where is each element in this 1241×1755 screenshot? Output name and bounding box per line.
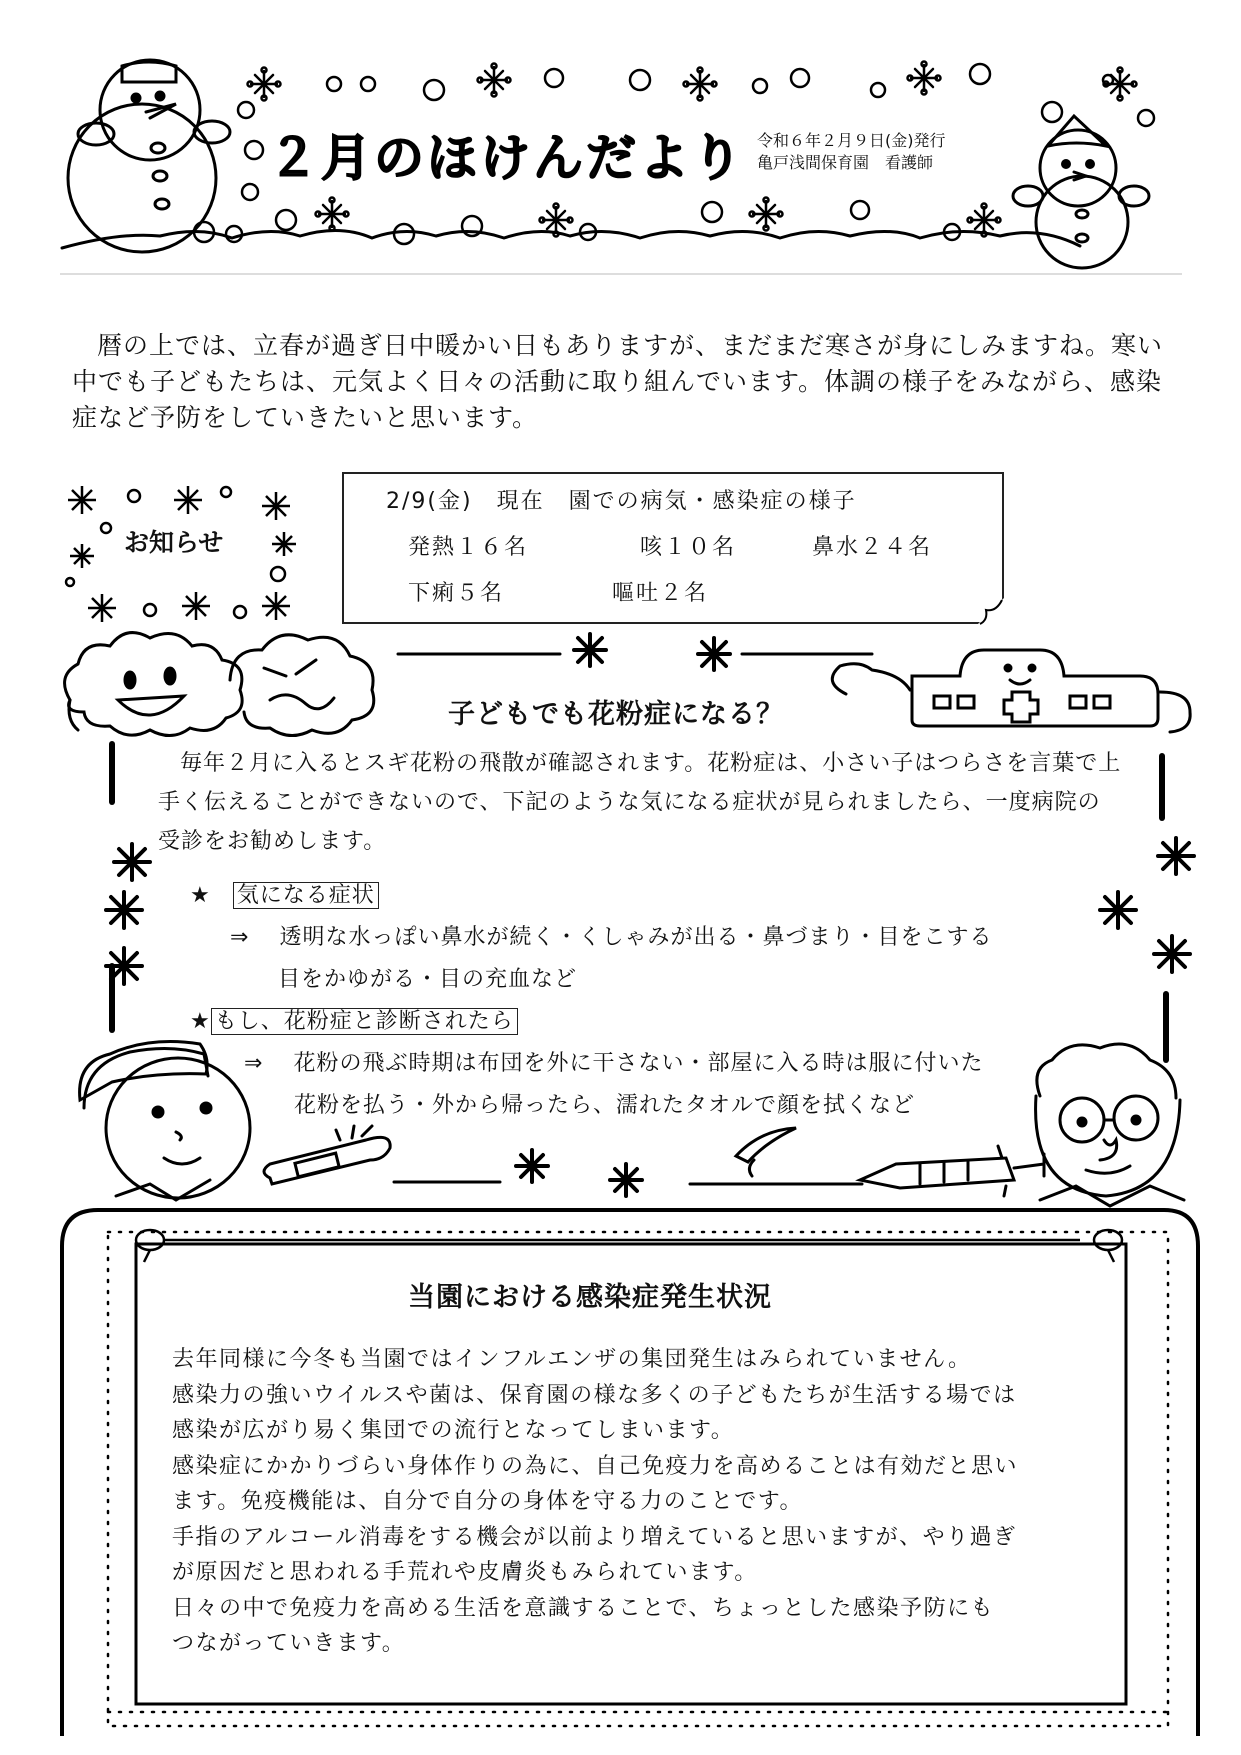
arrow-icon: ⇒ — [230, 925, 250, 950]
star-icon: ★ — [190, 1009, 211, 1034]
infection-line: 感染症にかかりづらい身体作りの為に、自己免疫力を高めることは有効だと思い — [172, 1453, 1019, 1479]
case-fever: 発熱１６名 — [408, 535, 529, 560]
infection-line: 手指のアルコール消毒をする機会が以前より増えていると思いますが、やり過ぎ — [172, 1524, 1017, 1550]
notice-label: お知らせ — [124, 528, 224, 557]
diagnosis-heading: もし、花粉症と診断されたら — [211, 1008, 518, 1035]
case-cough: 咳１０名 — [640, 535, 737, 560]
case-diarrhea: 下痢５名 — [408, 581, 505, 606]
balloon-icon — [136, 1230, 1080, 1262]
diagnosis-line-2: 花粉を払う・外から帰ったら、濡れたタオルで顔を拭くなど — [294, 1093, 916, 1118]
diagnosis-text-1: 花粉の飛ぶ時期は布団を外に干さない・部屋に入る時は服に付いた — [293, 1051, 984, 1076]
star-icon: ★ — [190, 883, 211, 908]
issue-date: 令和６年２月９日(金)発行 — [757, 131, 946, 150]
balloon-icon — [1094, 1230, 1122, 1262]
infection-line: 去年同様に今冬も当園ではインフルエンザの集団発生はみられていません。 — [172, 1347, 972, 1372]
newsletter-title: ２月のほけんだより — [268, 129, 745, 187]
pollen-title: 子どもでも花粉症になる？ — [448, 699, 784, 730]
infection-line: 日々の中で免疫力を高める生活を意識することで、ちょっとした感染予防にも — [172, 1595, 995, 1621]
infection-line: つながっていきます。 — [172, 1631, 406, 1656]
intro-paragraph: 暦の上では、立春が過ぎ日中暖かい日もありますが、まだまだ寒さが身にしみますね。寒い中でも子どもたちは、元気よく日々の活動に取り組んでいます。体調の様子をみながら、感染症など予防をしていきたいと思います。 — [72, 331, 1164, 432]
symptoms-text-1: 透明な水っぽい鼻水が続く・くしゃみが出る・鼻づまり・目をこする — [279, 925, 993, 950]
infection-title: 当園における感染症発生状況 — [408, 1282, 772, 1313]
infection-line: ます。免疫機能は、自分で自分の身体を守る力のことです。 — [172, 1489, 803, 1514]
issuer: 亀戸浅間保育園 看護師 — [757, 153, 934, 172]
infection-line: 感染力の強いウイルスや菌は、保育園の様な多くの子どもたちが生活する場では — [172, 1382, 1017, 1408]
case-runny-nose: 鼻水２４名 — [812, 535, 933, 560]
arrow-icon: ⇒ — [244, 1051, 264, 1076]
case-vomiting: 嘔吐２名 — [612, 581, 709, 606]
infection-line: が原因だと思われる手荒れや皮膚炎もみられています。 — [172, 1560, 758, 1585]
symptoms-heading: 気になる症状 — [233, 882, 379, 909]
infection-body — [172, 1342, 1092, 1662]
infection-line: 感染が広がり易く集団での流行となってしまいます。 — [172, 1418, 735, 1443]
pollen-intro: 毎年２月に入るとスギ花粉の飛散が確認されます。花粉症は、小さい子はつらさを言葉で上手く伝えることができないので、下記のような気になる症状が見られましたら、一度病院の受診をお勧めします。 — [158, 751, 1122, 854]
symptoms-line-2: 目をかゆがる・目の充血など — [278, 967, 578, 992]
status-header: 2/9(金) 現在 園での病気・感染症の様子 — [386, 489, 857, 514]
